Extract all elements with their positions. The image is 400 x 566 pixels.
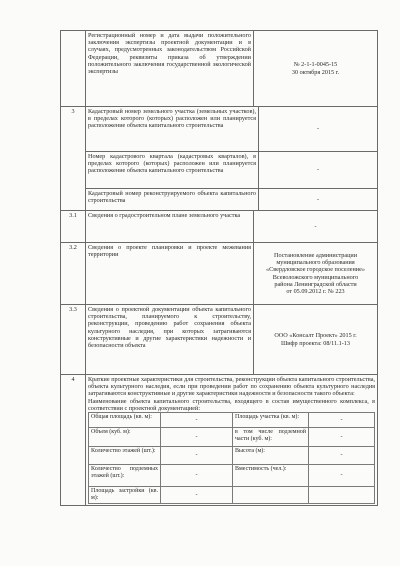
value-line: ООО «Консалт Проект» 2015 г. xyxy=(274,332,357,340)
table-row xyxy=(61,31,378,107)
grid-label: Высота (м): xyxy=(233,447,309,465)
value-line: от 05.09.2012 г. № 223 xyxy=(286,287,345,295)
value-line: 30 октября 2015 г. xyxy=(291,68,340,76)
row-number: 3.1 xyxy=(61,211,86,243)
row-value: - xyxy=(259,188,378,210)
row-value xyxy=(254,305,378,375)
grid-label xyxy=(233,487,309,504)
row-label: Краткие проектные характеристики для строительства, реконструкции объекта капитального строительства, объекта культурного наследия, если при проведении работ по сохранению объекта культурного наследия затрагиваются конструктивные и другие характеристики надежности и безопасности такого объекта: xyxy=(88,376,375,398)
cadastral-block xyxy=(86,107,377,210)
grid-row xyxy=(89,428,375,447)
grid-row xyxy=(89,447,375,465)
grid-row xyxy=(89,465,375,487)
row-value: - xyxy=(254,211,378,243)
row-label: Кадастровый номер реконструируемого объекта капитального строительства xyxy=(86,188,259,210)
row-label: Сведения о проектной документации объекта капитального строительства, планируемого к строительству, реконструкции, проведению работ сохранения объекта культурного наследия, при которых затрагиваются конструктивные и другие характеристики надежности и безопасности объекта xyxy=(86,305,254,375)
grid-label: Количество этажей (шт.): xyxy=(89,447,161,465)
grid-value: - xyxy=(309,413,375,428)
row-value xyxy=(254,31,378,107)
row-number: 3.3 xyxy=(61,305,86,375)
row-number: 3 xyxy=(61,107,86,211)
grid-row xyxy=(89,413,375,428)
row-value: - xyxy=(259,107,378,151)
row-value: - xyxy=(259,151,378,188)
row-number xyxy=(61,31,86,107)
row-value xyxy=(254,243,378,305)
grid-value: - xyxy=(309,447,375,465)
grid-row xyxy=(89,487,375,504)
row-label: Регистрационный номер и дата выдачи положительного заключения экспертизы проектной документации и в случаях, предусмотренных законодательством Российской Федерации, реквизиты приказа об утверждении положительного заключения государственной экологической экспертизы xyxy=(86,31,254,107)
value-line: «Свердловское городское поселение» xyxy=(266,266,365,274)
value-line: Шифр проекта: 08/11.1-13 xyxy=(281,339,350,347)
row-label: Сведения о проекте планировки и проекте межевания территории xyxy=(86,243,254,305)
row-label: Номер кадастрового квартала (кадастровых кварталов), в пределах которого (которых) расположен или планируется расположение объекта капитального строительства xyxy=(86,151,259,188)
value-line: Постановление администрации xyxy=(273,251,358,259)
value-line: № 2-1-1-0045-15 xyxy=(293,61,338,69)
permit-table xyxy=(60,30,378,506)
table-row xyxy=(61,243,378,305)
grid-label: в том числе подземной части (куб. м): xyxy=(233,428,309,447)
table-row xyxy=(61,107,378,211)
grid-value: - xyxy=(161,465,233,487)
row-label: Кадастровый номер земельного участка (земельных участков), в пределах которого (которых) расположен или планируется расположение объекта капитального строительства xyxy=(88,108,256,130)
row-label: Сведения о градостроительном плане земельного участка xyxy=(86,211,254,243)
grid-label: Площадь застройки (кв. м): xyxy=(89,487,161,504)
row-number: 3.2 xyxy=(61,243,86,305)
characteristics-grid xyxy=(88,412,375,504)
grid-label: Объем (куб. м): xyxy=(89,428,161,447)
grid-value: - xyxy=(309,465,375,487)
grid-value: - xyxy=(161,487,233,504)
table-row xyxy=(61,305,378,375)
value-line: Всеволожского муниципального xyxy=(272,273,359,281)
grid-label: Количество подземных этажей (шт.): xyxy=(89,465,161,487)
table-row xyxy=(61,211,378,243)
grid-label: Общая площадь (кв. м): xyxy=(89,413,161,428)
grid-value: - xyxy=(309,428,375,447)
row-number: 4 xyxy=(61,375,86,506)
grid-value: - xyxy=(161,413,233,428)
subtitle: Наименование объекта капитального строительства, входящего в состав имущественного комплекса, в соответствии с проектной документацией: xyxy=(88,397,375,412)
value-line: района Ленинградской области xyxy=(274,280,357,288)
grid-label: Вместимость (чел.): xyxy=(233,465,309,487)
value-line: муниципального образования xyxy=(276,259,355,267)
grid-value: - xyxy=(161,447,233,465)
grid-value xyxy=(309,487,375,504)
grid-label: Площадь участка (кв. м): xyxy=(233,413,309,428)
project-characteristics xyxy=(86,375,378,506)
grid-value: - xyxy=(161,428,233,447)
table-row xyxy=(61,375,378,506)
